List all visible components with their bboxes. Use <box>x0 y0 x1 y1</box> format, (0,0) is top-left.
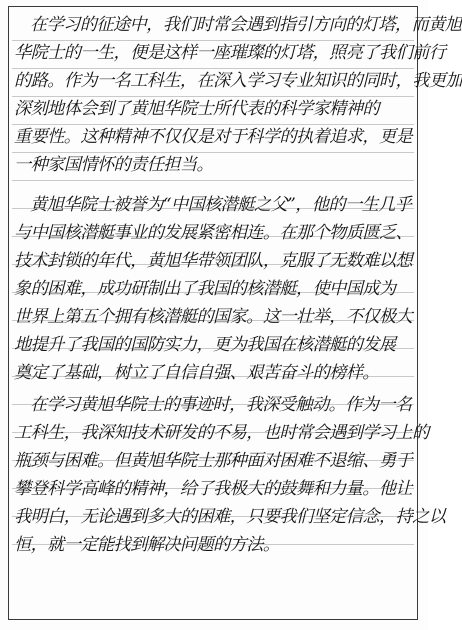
text-line: 象的困难，成功研制出了我国的核潜艇，使中国成为 <box>14 279 396 299</box>
text-line: 深刻地体会到了黄旭华院士所代表的科学家精神的 <box>14 99 379 119</box>
text-line: 与中国核潜艇事业的发展紧密相连。在那个物质匮乏、 <box>14 223 413 243</box>
text-line: 技术封锁的年代，黄旭华带领团队，克服了无数难以想 <box>14 251 413 271</box>
text-line: 攀登科学高峰的精神，给了我极大的鼓舞和力量。他让 <box>14 479 413 499</box>
text-line: 奠定了基础，树立了自信自强、艰苦奋斗的榜样。 <box>14 363 379 383</box>
text-line: 的路。作为一名工科生，在深入学习专业知识的同时，我更加 <box>14 71 462 91</box>
text-line: 瓶颈与困难。但黄旭华院士那种面对困难不退缩、勇于 <box>14 451 413 471</box>
text-line: 在学习黄旭华院士的事迹时，我深受触动。作为一名 <box>30 395 412 415</box>
text-line: 在学习的征途中，我们时常会遇到指引方向的灯塔，而黄旭 <box>30 15 462 35</box>
text-line: 华院士的一生，便是这样一座璀璨的灯塔，照亮了我们前行 <box>14 43 446 63</box>
text-line: 恒，就一定能找到解决问题的方法。 <box>14 535 280 555</box>
text-line: 一种家国情怀的责任担当。 <box>14 155 214 175</box>
text-line: 世界上第五个拥有核潜艇的国家。这一壮举，不仅极大 <box>14 307 413 327</box>
text-line: 工科生，我深知技术研发的不易，也时常会遇到学习上的 <box>14 423 429 443</box>
text-line: 黄旭华院士被誉为“中国核潜艇之父”，他的一生几乎 <box>30 195 412 215</box>
ruled-line <box>12 180 414 181</box>
text-line: 地提升了我国的国防实力，更为我国在核潜艇的发展 <box>14 335 396 355</box>
text-line: 我明白，无论遇到多大的困难，只要我们坚定信念，持之以 <box>14 507 446 527</box>
text-line: 重要性。这种精神不仅仅是对于科学的执着追求，更是 <box>14 127 413 147</box>
